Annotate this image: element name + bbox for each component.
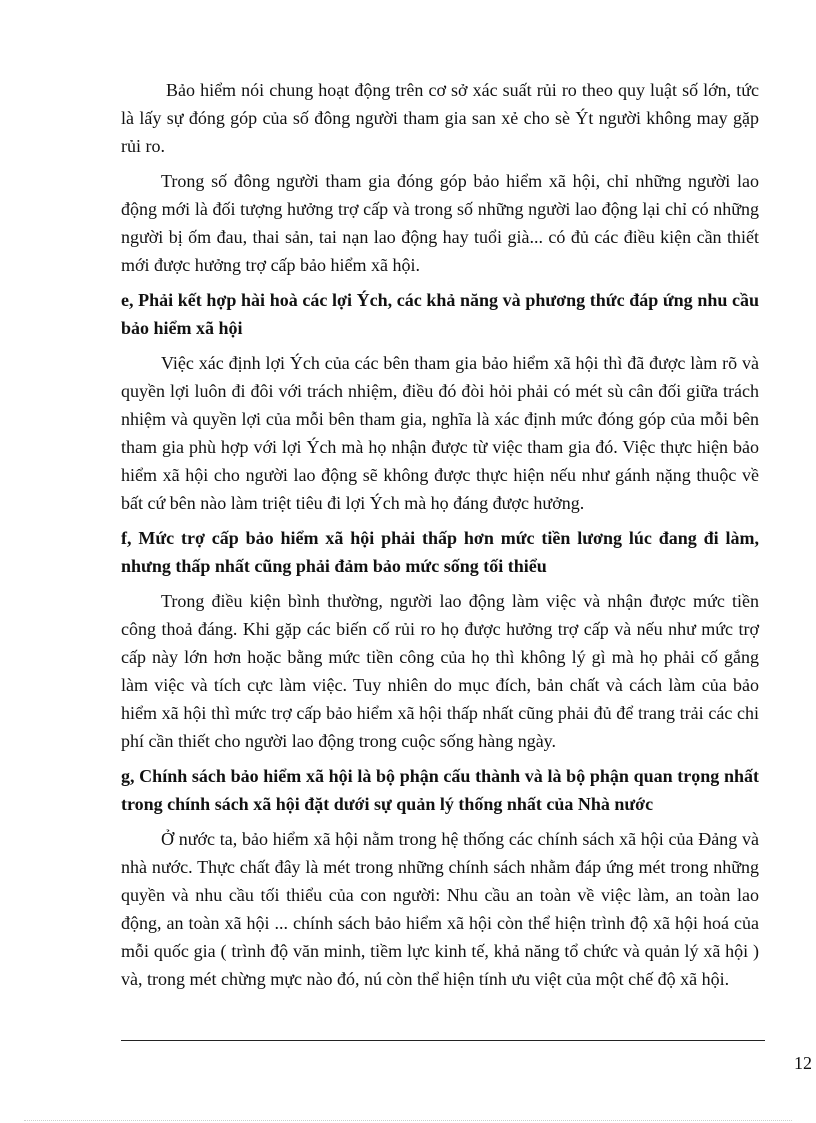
- paragraph-balance-of-interests: Việc xác định lợi Ých của các bên tham gia bảo hiểm xã hội thì đã được làm rõ và quyền lợi luôn đi đôi với trách nhiệm, điều đó đòi hỏi phải có mét sù cân đối giữa trách nhiệm và quyền lợi của mỗi bên tham gia, nghĩa là xác định mức đóng góp của mỗi bên tham gia phù hợp với lợi Ých mà họ nhận được từ việc tham gia đó. Việc thực hiện bảo hiểm xã hội cho người lao động sẽ không được thực hiện nếu như gánh nặng thuộc về bất cứ bên nào làm triệt tiêu đi lợi Ých mà họ đáng được hưởng.: [121, 353, 759, 513]
- page-number: 12: [794, 1053, 812, 1073]
- page-bottom-border: [24, 1120, 792, 1121]
- paragraph-risk-sharing: Bảo hiểm nói chung hoạt động trên cơ sở xác suất rủi ro theo quy luật số lớn, tức là lấy sự đóng góp của số đông người tham gia san xẻ cho sè Ýt người không may gặp rủi ro.: [121, 80, 759, 156]
- paragraph-benefit-level: Trong điều kiện bình thường, người lao động làm việc và nhận được mức tiền công thoả đáng. Khi gặp các biến cố rủi ro họ được hưởng trợ cấp và nếu như mức trợ cấp này lớn hơn hoặc bằng mức tiền công của họ thì không lý gì mà họ phải cố gắng làm việc và tích cực làm việc. Tuy nhiên do mục đích, bản chất và cách làm của bảo hiểm xã hội thì mức trợ cấp bảo hiểm xã hội thấp nhất cũng phải đủ để trang trải các chi phí cần thiết cho người lao động trong cuộc sống hàng ngày.: [121, 591, 759, 751]
- section-heading-e: e, Phải kết hợp hài hoà các lợi Ých, các khả năng và phương thức đáp ứng nhu cầu bảo hiểm xã hội: [121, 290, 759, 338]
- section-heading-f: f, Mức trợ cấp bảo hiểm xã hội phải thấp hơn mức tiền lương lúc đang đi làm, nhưng thấp nhất cũng phải đảm bảo mức sống tối thiểu: [121, 528, 759, 576]
- section-heading-g: g, Chính sách bảo hiểm xã hội là bộ phận cấu thành và là bộ phận quan trọng nhất trong chính sách xã hội đặt dưới sự quản lý thống nhất của Nhà nước: [121, 766, 759, 814]
- paragraph-social-policy: Ở nước ta, bảo hiểm xã hội nằm trong hệ thống các chính sách xã hội của Đảng và nhà nước. Thực chất đây là mét trong những chính sách nhằm đáp ứng mét trong những quyền và nhu cầu tối thiểu của con người: Nhu cầu an toàn về việc làm, an toàn lao động, an toàn xã hội ... chính sách bảo hiểm xã hội còn thể hiện trình độ xã hội hoá của mỗi quốc gia ( trình độ văn minh, tiềm lực kinh tế, khả năng tổ chức và quản lý xã hội ) và, trong mét chừng mực nào đó, nú còn thể hiện tính ưu việt của một chế độ xã hội.: [121, 829, 759, 989]
- document-body: [121, 76, 759, 1000]
- footer-divider: [121, 1040, 765, 1041]
- paragraph-beneficiaries: Trong số đông người tham gia đóng góp bảo hiểm xã hội, chỉ những người lao động mới là đối tượng hưởng trợ cấp và trong số những người lao động lại chỉ có những người bị ốm đau, thai sản, tai nạn lao động hay tuổi già... có đủ các điều kiện cần thiết mới được hưởng trợ cấp bảo hiểm xã hội.: [121, 171, 759, 275]
